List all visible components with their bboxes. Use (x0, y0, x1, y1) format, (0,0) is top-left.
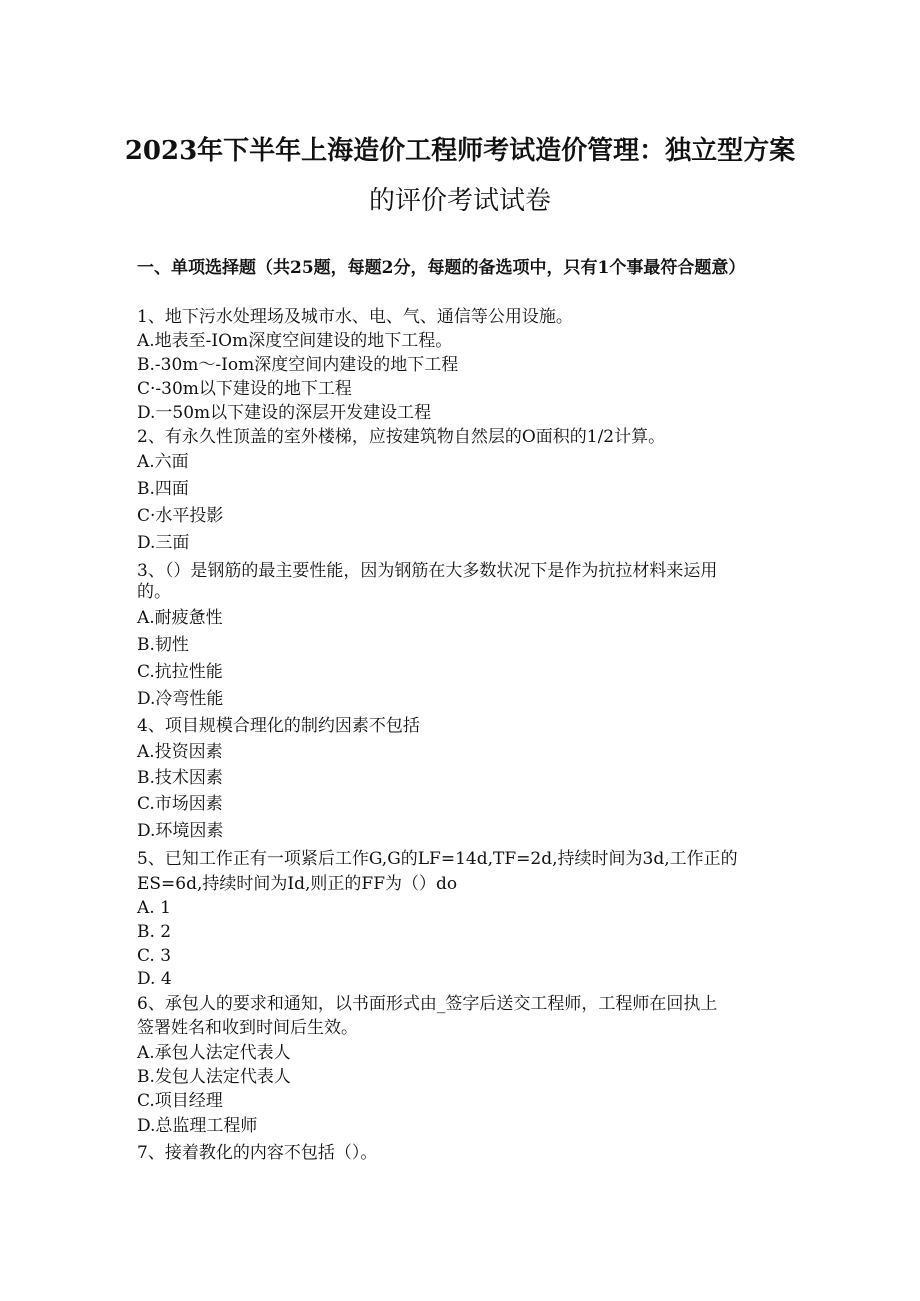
question-3-option-d: D.冷弯性能 (137, 689, 224, 709)
question-6-option-a: A.承包人法定代表人 (137, 1043, 291, 1063)
question-4-stem: 4、项目规模合理化的制约因素不包括 (137, 716, 420, 736)
question-1-option-c: C·-30m以下建设的地下工程 (137, 379, 352, 399)
question-1-option-b: B.-30m～-Iom深度空间内建设的地下工程 (137, 355, 459, 375)
question-4-option-a: A.投资因素 (137, 742, 223, 762)
question-7-stem: 7、接着教化的内容不包括（）。 (137, 1143, 378, 1163)
question-6-option-c: C.项目经理 (137, 1091, 223, 1111)
question-5-stem-line-2: ES=6d,持续时间为Id,则正的FF为（）do (137, 874, 458, 894)
question-5-option-a: A. 1 (137, 898, 171, 918)
question-4-option-d: D.环境因素 (137, 821, 224, 841)
question-5-option-d: D. 4 (137, 969, 172, 989)
question-6-stem-line-2: 签署姓名和收到时间后生效。 (137, 1018, 358, 1038)
question-1-option-d: D.一50m以下建设的深层开发建设工程 (137, 403, 432, 423)
question-1-stem: 1、地下污水处理场及城市水、电、气、通信等公用设施。 (137, 307, 573, 327)
question-4-option-c: C.市场因素 (137, 794, 223, 814)
question-6-option-b: B.发包人法定代表人 (137, 1067, 291, 1087)
question-6-stem-line-1: 6、承包人的要求和通知，以书面形式由_签字后送交工程师，工程师在回执上 (137, 994, 718, 1014)
question-3-option-b: B.韧性 (137, 635, 189, 655)
question-2-option-d: D.三面 (137, 533, 190, 553)
document-title-line-1: 2023年下半年上海造价工程师考试造价管理：独立型方案 (124, 136, 796, 166)
question-5-option-c: C. 3 (137, 946, 172, 966)
question-3-stem-line-2: 的。 (137, 582, 171, 602)
question-6-option-d: D.总监理工程师 (137, 1116, 258, 1136)
question-1-option-a: A.地表至-IOm深度空间建设的地下工程。 (137, 331, 453, 351)
question-4-option-b: B.技术因素 (137, 768, 223, 788)
question-5-stem-line-1: 5、已知工作正有一项紧后工作G,G的LF=14d,TF=2d,持续时间为3d,工作正的 (137, 849, 738, 869)
question-2-option-c: C·水平投影 (137, 506, 224, 526)
question-2-stem: 2、有永久性顶盖的室外楼梯，应按建筑物自然层的O面积的1/2计算。 (137, 427, 666, 447)
question-3-option-a: A.耐疲惫性 (137, 608, 223, 628)
question-3-option-c: C.抗拉性能 (137, 662, 223, 682)
question-2-option-b: B.四面 (137, 479, 189, 499)
question-2-option-a: A.六面 (137, 452, 189, 472)
section-heading: 一、单项选择题（共25题，每题2分，每题的备选项中，只有1个事最符合题意） (137, 258, 746, 278)
question-3-stem-line-1: 3、（）是钢筋的最主要性能，因为钢筋在大多数状况下是作为抗拉材料来运用 (137, 561, 718, 581)
question-5-option-b: B. 2 (137, 922, 172, 942)
document-title-line-2: 的评价考试试卷 (368, 186, 551, 216)
